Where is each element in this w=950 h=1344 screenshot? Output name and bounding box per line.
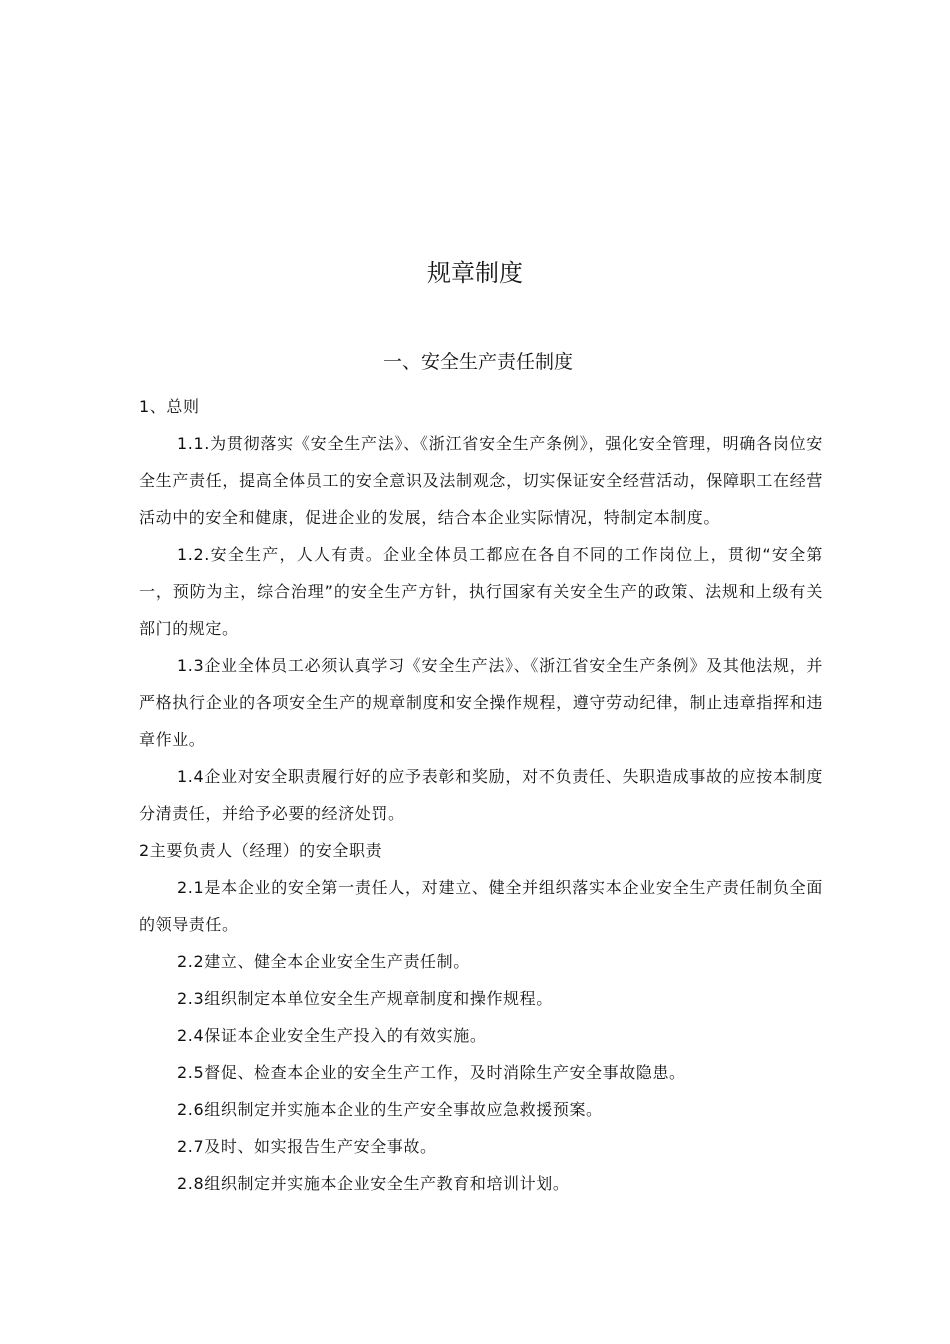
clause-1-4: 1.4企业对安全职责履行好的应予表彰和奖励，对不负责任、失职造成事故的应按本制度分清责任，并给予必要的经济处罚。 (139, 767, 823, 823)
clause-heading-1: 1、总则 (139, 397, 200, 416)
clause-1-3: 1.3企业全体员工必须认真学习《安全生产法》、《浙江省安全生产条例》及其他法规，并严格执行企业的各项安全生产的规章制度和安全操作规程，遵守劳动纪律，制止违章指挥和违章作业。 (139, 656, 823, 749)
document-title: 规章制度 (427, 259, 523, 287)
clause-heading-2: 2主要负责人（经理）的安全职责 (139, 841, 383, 860)
document-body (139, 388, 823, 1202)
clause-2-7: 2.7及时、如实报告生产安全事故。 (177, 1137, 437, 1156)
clause-2-4: 2.4保证本企业安全生产投入的有效实施。 (177, 1026, 487, 1045)
clause-2-6: 2.6组织制定并实施本企业的生产安全事故应急救援预案。 (177, 1100, 603, 1119)
clause-2-2: 2.2建立、健全本企业安全生产责任制。 (177, 952, 470, 971)
clause-2-1: 2.1是本企业的安全第一责任人，对建立、健全并组织落实本企业安全生产责任制负全面的领导责任。 (139, 878, 823, 934)
clause-2-5: 2.5督促、检查本企业的安全生产工作，及时消除生产安全事故隐患。 (177, 1063, 686, 1082)
clause-1-2: 1.2.安全生产，人人有责。企业全体员工都应在各自不同的工作岗位上，贯彻“安全第一，预防为主，综合治理”的安全生产方针，执行国家有关安全生产的政策、法规和上级有关部门的规定。 (139, 545, 823, 638)
clause-2-8: 2.8组织制定并实施本企业安全生产教育和培训计划。 (177, 1174, 570, 1193)
clause-1-1: 1.1.为贯彻落实《安全生产法》、《浙江省安全生产条例》，强化安全管理，明确各岗位安全生产责任，提高全体员工的安全意识及法制观念，切实保证安全经营活动，保障职工在经营活动中的安全和健康，促进企业的发展，结合本企业实际情况，特制定本制度。 (139, 434, 823, 527)
section-title: 一、安全生产责任制度 (382, 351, 573, 373)
clause-2-3: 2.3组织制定本单位安全生产规章制度和操作规程。 (177, 989, 553, 1008)
